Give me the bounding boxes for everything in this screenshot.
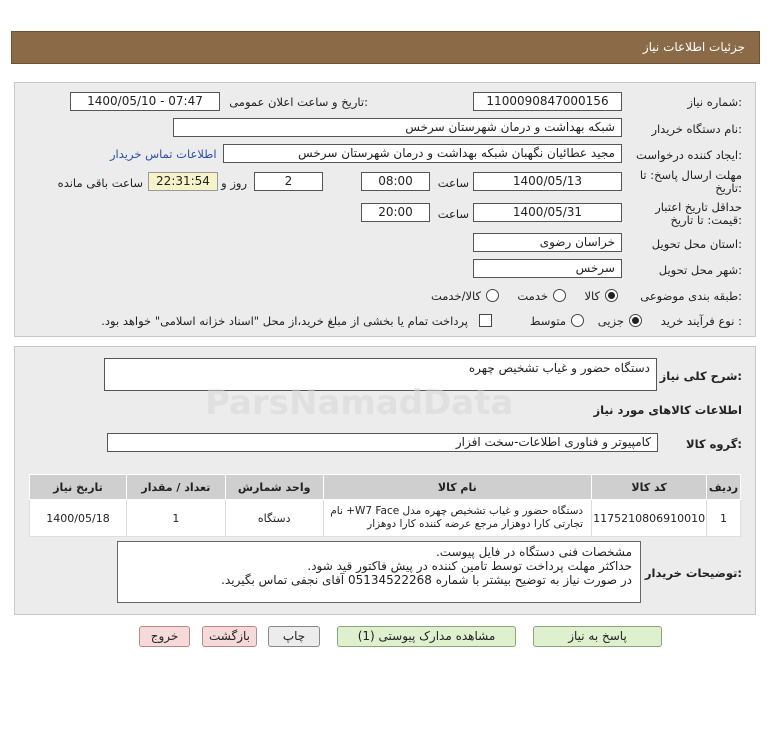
buyer-notes-box — [117, 541, 641, 603]
buyer-contact-link[interactable]: اطلاعات تماس خریدار — [110, 147, 217, 161]
goods-table — [29, 474, 741, 537]
table-row — [30, 500, 741, 537]
deadline-time-field: 08:00 — [361, 172, 430, 191]
buyer-notes-line: مشخصات فنی دستگاه در فایل پیوست. — [435, 545, 632, 559]
treasury-payment-checkbox[interactable] — [479, 314, 492, 327]
col-date-header: تاریخ نیاز — [30, 475, 127, 500]
print-button[interactable]: چاپ — [268, 626, 320, 647]
deadline-date-field: 1400/05/13 — [473, 172, 622, 191]
process-medium-radio[interactable] — [571, 314, 584, 327]
price-validity-label: حداقل تاریخ اعتبار قیمت: تا تاریخ: — [655, 200, 742, 227]
cell-code: 1175210806910010 — [592, 500, 707, 537]
page-header — [11, 31, 760, 64]
city-label: شهر محل تحویل: — [658, 263, 742, 277]
col-qty-header: تعداد / مقدار — [127, 475, 226, 500]
cell-row: 1 — [707, 500, 741, 537]
category-both-radio[interactable] — [486, 289, 499, 302]
announce-field: 1400/05/10 - 07:47 — [70, 92, 220, 111]
remaining-label: ساعت باقی مانده — [57, 176, 143, 190]
creator-label: ایجاد کننده درخواست: — [636, 148, 742, 162]
cell-qty: 1 — [127, 500, 226, 537]
price-time-field: 20:00 — [361, 203, 430, 222]
category-service-radio[interactable] — [553, 289, 566, 302]
buyer-notes-label: توضیحات خریدار: — [644, 566, 742, 580]
attachments-button[interactable]: مشاهده مدارک پیوستی (1) — [337, 626, 516, 647]
process-minor-radio[interactable] — [629, 314, 642, 327]
col-name-header: نام کالا — [323, 475, 592, 500]
city-field: سرخس — [473, 259, 622, 278]
process-medium-label: متوسط — [529, 314, 566, 328]
creator-field: مجید عطائیان نگهبان شبکه بهداشت و درمان شهرستان سرخس — [223, 144, 622, 163]
buyer-notes-line: حداکثر مهلت پرداخت توسط تامین کننده در پیش فاکتور قید شود. — [307, 559, 632, 573]
category-service-label: خدمت — [517, 289, 548, 303]
respond-button[interactable]: پاسخ به نیاز — [533, 626, 662, 647]
cell-name: دستگاه حضور و غیاب تشخیص چهره مدل W7 Face+ نام تجارتی کارا دوهزار مرجع عرضه کننده کارا دوهزار — [323, 500, 592, 537]
general-desc-field: دستگاه حضور و غیاب تشخیص چهره — [104, 358, 657, 391]
announce-label: تاریخ و ساعت اعلان عمومی: — [229, 95, 368, 109]
deadline-time-label: ساعت — [437, 176, 469, 190]
exit-button[interactable]: خروج — [139, 626, 190, 647]
buyer-org-label: نام دستگاه خریدار: — [651, 122, 742, 136]
price-date-field: 1400/05/31 — [473, 203, 622, 222]
watermark-text: ParsNamadData — [205, 383, 514, 423]
buyer-notes-line: در صورت نیاز به توضیح بیشتر با شماره 05134522268 آقای نجفی تماس بگیرید. — [221, 573, 632, 587]
category-both-label: کالا/خدمت — [430, 289, 481, 303]
goods-info-title: اطلاعات کالاهای مورد نیاز — [593, 403, 742, 417]
category-goods-label: کالا — [584, 289, 600, 303]
col-code-header: کد کالا — [592, 475, 707, 500]
category-goods-radio[interactable] — [605, 289, 618, 302]
days-label: روز و — [221, 176, 247, 190]
process-label: نوع فرآیند خرید : — [660, 314, 742, 328]
days-field: 2 — [254, 172, 323, 191]
cell-date: 1400/05/18 — [30, 500, 127, 537]
need-number-label: شماره نیاز: — [687, 95, 742, 109]
col-row-header: ردیف — [707, 475, 741, 500]
buyer-org-field: شبکه بهداشت و درمان شهرستان سرخس — [173, 118, 622, 137]
goods-group-label: گروه کالا: — [686, 437, 742, 451]
category-label: طبقه بندی موضوعی: — [640, 289, 742, 303]
col-unit-header: واحد شمارش — [225, 475, 323, 500]
general-desc-label: شرح کلی نیاز: — [659, 369, 742, 383]
remaining-time-field: 22:31:54 — [148, 172, 218, 191]
province-label: استان محل تحویل: — [651, 237, 742, 251]
process-minor-label: جزیی — [597, 314, 624, 328]
cell-unit: دستگاه — [225, 500, 323, 537]
price-time-label: ساعت — [437, 207, 469, 221]
back-button[interactable]: بازگشت — [202, 626, 257, 647]
page-title: جزئیات اطلاعات نیاز — [642, 40, 745, 54]
province-field: خراسان رضوی — [473, 233, 622, 252]
need-number-field: 1100090847000156 — [473, 92, 622, 111]
treasury-payment-label: پرداخت تمام یا بخشی از مبلغ خرید،از محل "اسناد خزانه اسلامی" خواهد بود. — [101, 314, 468, 328]
deadline-label: مهلت ارسال پاسخ: تا تاریخ: — [639, 168, 742, 195]
goods-group-field: کامپیوتر و فناوری اطلاعات-سخت افزار — [107, 433, 658, 452]
